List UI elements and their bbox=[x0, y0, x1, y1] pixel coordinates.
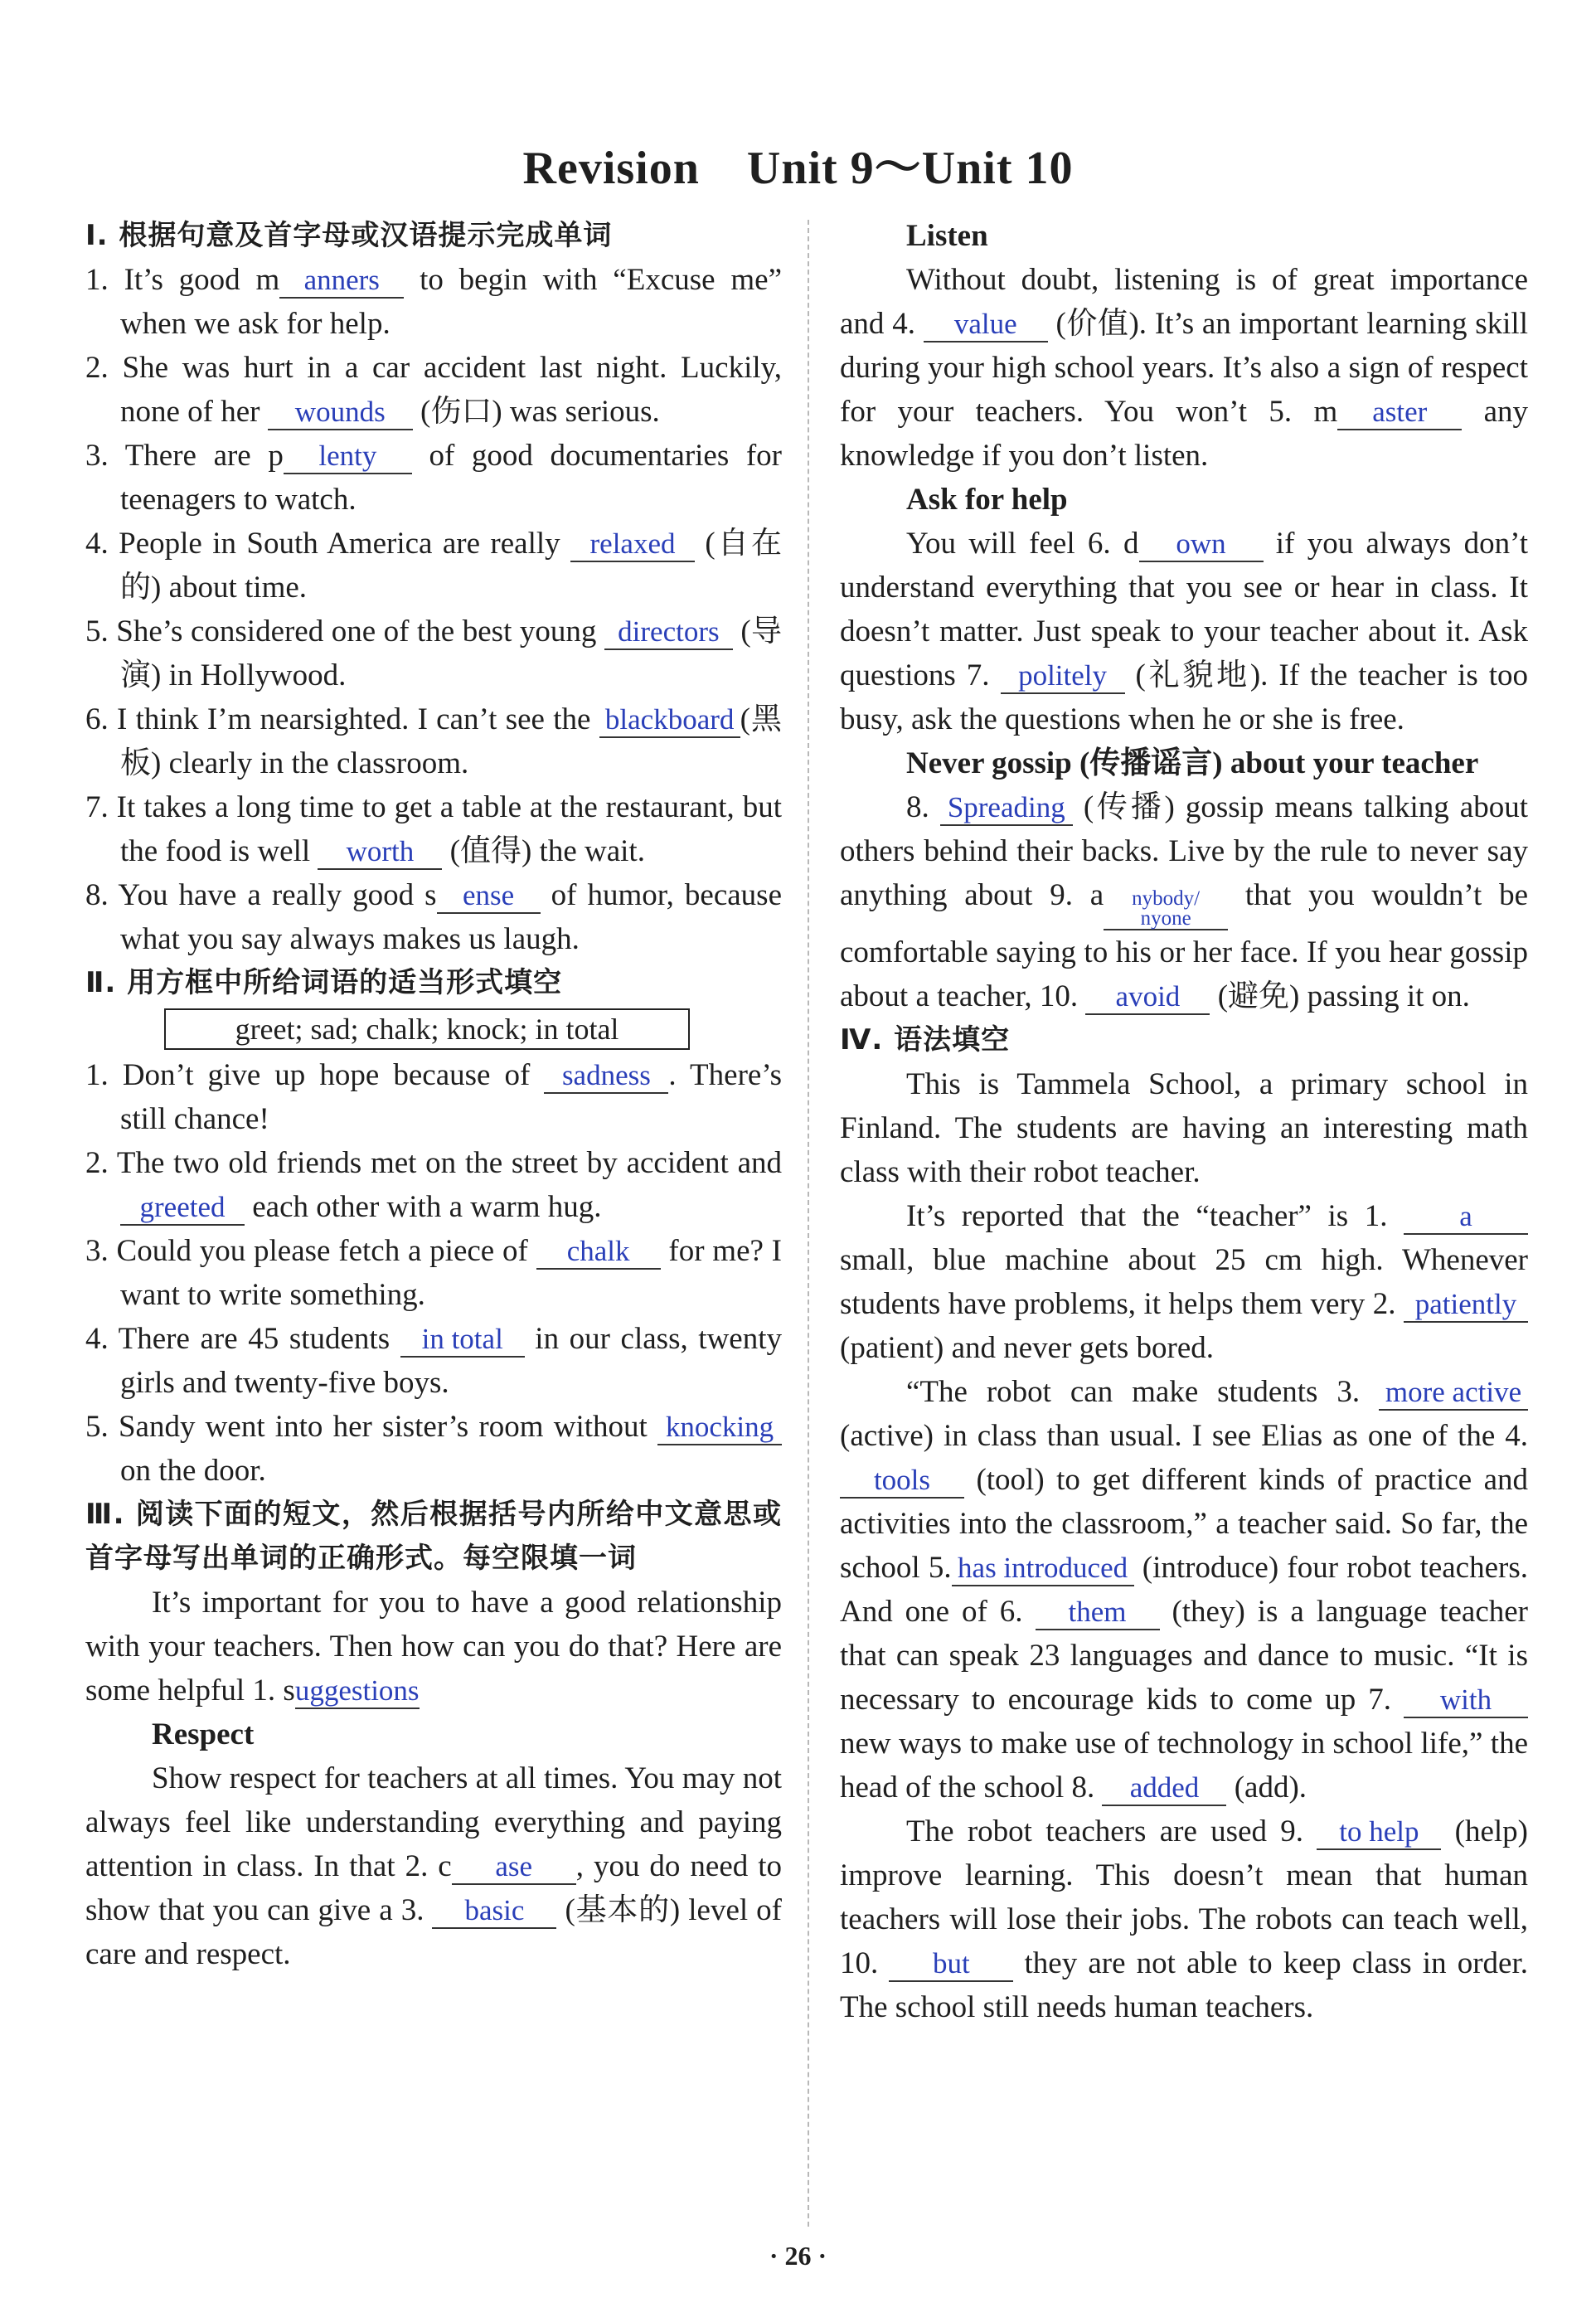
answer-blank[interactable] bbox=[1404, 1288, 1528, 1323]
q-text: 4. People in South America are really bbox=[85, 527, 571, 561]
q-text: 1. Don’t give up hope because of bbox=[85, 1058, 545, 1092]
passage-text: if you always don’t understand everything that you see or hear in class. It doesn’t matter. Just speak to your teacher about it. Ask questions 7. bbox=[840, 527, 1528, 692]
answer-blank[interactable] bbox=[437, 879, 541, 914]
passage-text: (active) in class than usual. I see Elias as one of the 4. bbox=[840, 1419, 1528, 1453]
answer-blank[interactable] bbox=[1337, 396, 1462, 430]
answer-blank[interactable] bbox=[432, 1894, 556, 1929]
answer-text: value bbox=[953, 308, 1017, 340]
s3-para-never-gossip bbox=[840, 785, 1528, 1018]
passage-text: It’s important for you to have a good relationship with your teachers. Then how can you do that? Here are some helpful 1. s bbox=[85, 1586, 782, 1707]
q-text: 2. She was hurt in a car accident last night. Luckily, none of her bbox=[85, 351, 782, 429]
answer-text: knocking bbox=[665, 1411, 774, 1443]
passage-text: (基本的) level of care and respect. bbox=[85, 1893, 782, 1971]
s3-para-listen bbox=[840, 258, 1528, 478]
passage-text: (传播) gossip means talking about others behind their backs. Live by the rule to never say anything about 9. a bbox=[840, 790, 1528, 912]
answer-blank[interactable] bbox=[1379, 1376, 1528, 1411]
q-text: 5. She’s considered one of the best young bbox=[85, 615, 604, 649]
s1-question-4 bbox=[85, 522, 782, 610]
s1-question-8 bbox=[85, 873, 782, 961]
answer-blank[interactable] bbox=[952, 1552, 1134, 1586]
q-text: 7. It takes a long time to get a table at the restaurant, but the food is well bbox=[85, 790, 782, 868]
passage-text: (tool) to get different kinds of practice and activities into the classroom,” a teacher said. So far, the school 5. bbox=[840, 1463, 1528, 1585]
passage-text: 8. bbox=[906, 790, 940, 824]
q-text: (自在的) about time. bbox=[120, 527, 782, 605]
passage-text: small, blue machine about 25 cm high. Whenever students have problems, it helps them very 2. bbox=[840, 1243, 1528, 1321]
answer-text: nybody/ bbox=[1132, 887, 1201, 910]
q-text: 6. I think I’m nearsighted. I can’t see the bbox=[85, 702, 599, 736]
q-text: on the door. bbox=[120, 1454, 266, 1488]
answer-text: worth bbox=[346, 835, 415, 867]
column-divider bbox=[808, 220, 809, 2227]
q-text: 1. It’s good m bbox=[85, 263, 280, 297]
answer-blank[interactable] bbox=[657, 1411, 782, 1445]
q-text: 3. There are p bbox=[85, 439, 284, 473]
answer-text: to help bbox=[1339, 1815, 1419, 1848]
answer-text: aster bbox=[1372, 396, 1428, 428]
answer-text: nyone bbox=[1140, 907, 1191, 930]
answer-text: Spreading bbox=[947, 791, 1065, 823]
q-text: each other with a warm hug. bbox=[245, 1190, 602, 1224]
answer-text: patiently bbox=[1414, 1288, 1517, 1320]
passage-text: new ways to make use of technology in school life,” the head of the school 8. bbox=[840, 1727, 1528, 1805]
s2-question-1 bbox=[85, 1053, 782, 1141]
q-text: (黑板) clearly in the classroom. bbox=[120, 702, 782, 780]
s2-question-2 bbox=[85, 1141, 782, 1229]
passage-text: (价值). It’s an important learning skill during your high school years. It’s also a sign of respect for your teachers. You won’t 5. m bbox=[840, 307, 1528, 429]
s1-question-3 bbox=[85, 434, 782, 522]
q-text: (值得) the wait. bbox=[442, 834, 645, 868]
passage-text: You will feel 6. d bbox=[906, 527, 1139, 561]
answer-blank[interactable] bbox=[1404, 1200, 1528, 1235]
answer-blank[interactable] bbox=[889, 1947, 1013, 1982]
answer-text: added bbox=[1129, 1771, 1200, 1804]
answer-text: directors bbox=[618, 615, 720, 648]
q-text: in our class, twenty girls and twenty-five boys. bbox=[120, 1322, 782, 1400]
subheading-respect: Respect bbox=[152, 1717, 255, 1751]
left-column bbox=[85, 214, 782, 1976]
s3-para-ask-for-help bbox=[840, 522, 1528, 741]
q-text: 3. Could you please fetch a piece of bbox=[85, 1234, 536, 1268]
passage-text: Show respect for teachers at all times. You may not always feel like understanding everything and paying attention in class. In that 2. c bbox=[85, 1761, 782, 1883]
answer-text: uggestions bbox=[294, 1674, 420, 1707]
answer-blank[interactable] bbox=[840, 1464, 964, 1499]
answer-text: more active bbox=[1385, 1376, 1522, 1408]
answer-blank[interactable] bbox=[318, 835, 442, 870]
passage-text: It’s reported that the “teacher” is 1. bbox=[906, 1199, 1404, 1233]
q-text: (伤口) was serious. bbox=[412, 395, 660, 429]
q-text: of humor, because what you say always makes us laugh. bbox=[120, 878, 782, 956]
passage-text: that you wouldn’t be comfortable saying to his or her face. If you hear gossip about a teacher, 10. bbox=[840, 878, 1529, 1013]
passage-text: (礼貌地). If the teacher is too busy, ask the questions when he or she is free. bbox=[840, 658, 1528, 736]
passage-text: The robot teachers are used 9. bbox=[906, 1814, 1317, 1848]
answer-text: tools bbox=[873, 1464, 931, 1496]
answer-text: a bbox=[1459, 1200, 1472, 1232]
s2-question-5 bbox=[85, 1405, 782, 1493]
passage-text: they are not able to keep class in order. The school still needs human teachers. bbox=[840, 1946, 1529, 2024]
passage-text: (add). bbox=[1226, 1771, 1307, 1805]
answer-blank[interactable] bbox=[1036, 1596, 1160, 1630]
subheading-never-gossip: Never gossip (传播谣言) about your teacher bbox=[906, 746, 1479, 780]
answer-blank[interactable] bbox=[400, 1323, 525, 1358]
s4-para-2 bbox=[840, 1194, 1528, 1370]
answer-text: avoid bbox=[1115, 980, 1181, 1013]
answer-text: wounds bbox=[294, 396, 386, 428]
answer-text: basic bbox=[464, 1894, 525, 1926]
passage-text: any knowledge if you don’t listen. bbox=[840, 395, 1528, 473]
q-text: 5. Sandy went into her sister’s room without bbox=[85, 1410, 657, 1444]
answer-blank[interactable] bbox=[268, 396, 413, 430]
answer-text: politely bbox=[1018, 659, 1107, 692]
answer-blank[interactable] bbox=[1139, 527, 1264, 562]
answer-blank[interactable] bbox=[604, 615, 733, 650]
answer-text: greeted bbox=[139, 1191, 226, 1223]
s1-question-1 bbox=[85, 258, 782, 346]
section-3-heading: Ⅲ. 阅读下面的短文，然后根据括号内所给中文意思或首字母写出单词的正确形式。每空限填一词 bbox=[85, 1498, 782, 1575]
passage-text: , you do need to show that you can give a 3. bbox=[85, 1849, 782, 1927]
answer-blank[interactable] bbox=[924, 308, 1048, 342]
s3-para-respect bbox=[85, 1756, 782, 1976]
answer-text: anners bbox=[303, 264, 380, 296]
answer-text: lenty bbox=[318, 440, 377, 472]
passage-text: “The robot can make students 3. bbox=[906, 1375, 1379, 1409]
answer-blank[interactable] bbox=[452, 1850, 576, 1885]
subheading-listen: Listen bbox=[906, 219, 988, 253]
q-text: (导演) in Hollywood. bbox=[120, 615, 782, 692]
answer-blank[interactable] bbox=[279, 264, 404, 299]
q-text: 8. You have a really good s bbox=[85, 878, 437, 912]
s1-question-6 bbox=[85, 697, 782, 785]
answer-blank[interactable] bbox=[1102, 1771, 1226, 1806]
answer-blank[interactable] bbox=[940, 791, 1073, 826]
q-text: 2. The two old friends met on the street by accident and bbox=[85, 1146, 782, 1180]
q-text: for me? I want to write something. bbox=[120, 1234, 783, 1312]
answer-text: ense bbox=[462, 879, 515, 911]
q-text: to begin with “Excuse me” when we ask for help. bbox=[120, 263, 783, 341]
answer-blank[interactable] bbox=[120, 1191, 245, 1226]
passage-text: (help) improve learning. This doesn’t mean that human teachers will lose their jobs. The robots can teach well, 10. bbox=[840, 1814, 1528, 1980]
answer-text: ase bbox=[495, 1850, 533, 1882]
answer-text: own bbox=[1176, 527, 1226, 560]
answer-blank[interactable] bbox=[284, 440, 412, 474]
answer-text: blackboard bbox=[604, 703, 735, 736]
passage-text: (避免) passing it on. bbox=[1210, 979, 1470, 1013]
answer-blank[interactable] bbox=[1001, 659, 1125, 694]
section-4-heading: Ⅳ. 语法填空 bbox=[840, 1023, 1011, 1057]
answer-blank-stacked[interactable] bbox=[1104, 889, 1228, 930]
q-text: . There’s still chance! bbox=[120, 1058, 782, 1136]
answer-blank[interactable] bbox=[536, 1235, 661, 1270]
passage-text: (patient) and never gets bored. bbox=[840, 1331, 1215, 1365]
answer-text: in total bbox=[421, 1323, 503, 1355]
s1-question-5 bbox=[85, 610, 782, 697]
s1-question-2 bbox=[85, 346, 782, 434]
q-text: of good documentaries for teenagers to watch. bbox=[120, 439, 782, 517]
answer-text: chalk bbox=[566, 1235, 630, 1267]
q-text: 4. There are 45 students bbox=[85, 1322, 400, 1356]
answer-blank[interactable] bbox=[544, 1059, 668, 1094]
subheading-ask-for-help: Ask for help bbox=[906, 483, 1068, 517]
answer-text: has introduced bbox=[958, 1552, 1128, 1584]
answer-text: with bbox=[1439, 1683, 1492, 1716]
answer-text: sadness bbox=[561, 1059, 651, 1091]
answer-blank[interactable] bbox=[1404, 1683, 1528, 1718]
answer-blank[interactable] bbox=[1317, 1815, 1441, 1850]
right-column bbox=[840, 214, 1528, 2029]
s1-question-7 bbox=[85, 785, 782, 873]
section-1-heading: Ⅰ. 根据句意及首字母或汉语提示完成单词 bbox=[85, 219, 613, 252]
s2-question-4 bbox=[85, 1317, 782, 1405]
answer-text: relaxed bbox=[589, 527, 676, 560]
answer-blank[interactable] bbox=[570, 527, 695, 562]
s2-question-3 bbox=[85, 1229, 782, 1317]
s3-intro bbox=[85, 1581, 782, 1712]
answer-blank[interactable] bbox=[599, 703, 740, 738]
s4-para-1: This is Tammela School, a primary school in Finland. The students are having an interesting math class with their robot teacher. bbox=[840, 1067, 1528, 1189]
page-number: · 26 · bbox=[769, 2241, 827, 2271]
passage-text: Without doubt, listening is of great importance and 4. bbox=[840, 263, 1528, 341]
answer-text: them bbox=[1068, 1596, 1127, 1628]
answer-text: but bbox=[933, 1947, 970, 1980]
passage-text: (introduce) four robot teachers. And one of 6. bbox=[840, 1551, 1528, 1629]
answer-blank[interactable] bbox=[295, 1674, 420, 1709]
page-title: Revision Unit 9～Unit 10 bbox=[522, 143, 1074, 194]
section-2-heading: Ⅱ. 用方框中所给词语的适当形式填空 bbox=[85, 966, 563, 999]
answer-blank[interactable] bbox=[1085, 980, 1210, 1015]
s4-para-4 bbox=[840, 1810, 1528, 2029]
word-box: greet; sad; chalk; knock; in total bbox=[164, 1008, 690, 1050]
passage-text: (they) is a language teacher that can speak 23 languages and dance to music. “It is necessary to encourage kids to come up 7. bbox=[840, 1595, 1528, 1717]
s4-para-3 bbox=[840, 1370, 1528, 1810]
